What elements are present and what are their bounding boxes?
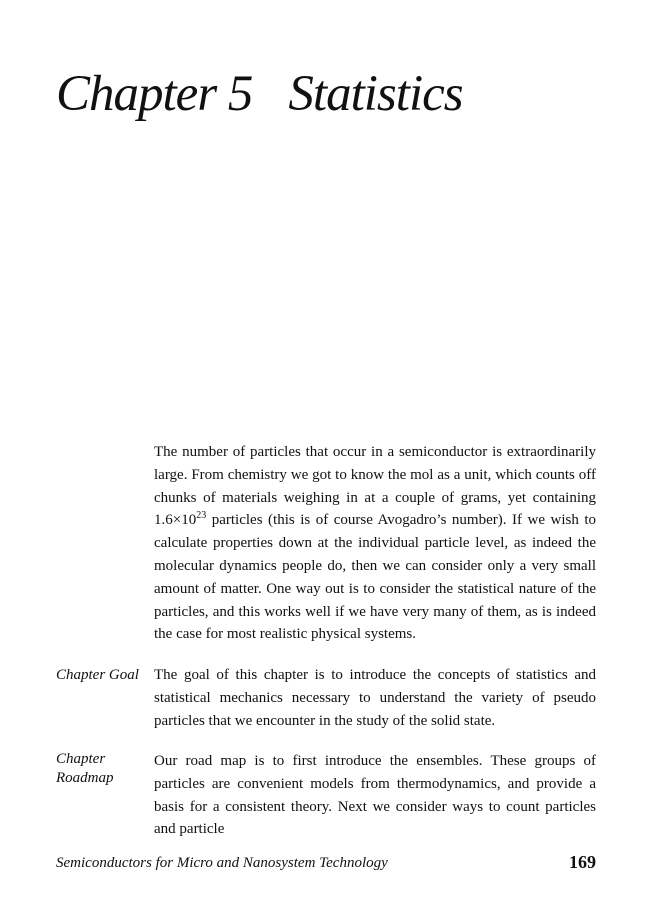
margin-note-chapter-goal: Chapter Goal <box>56 667 139 683</box>
footer-page-number: 169 <box>569 852 596 872</box>
chapter-name: Statistics <box>288 66 463 122</box>
intro-text-end: particles (this is of course Avogadro’s number). If we wish to calculate properties down at the individual particle level, as indeed the molecular dynamics people do, then we can consider only a very small amount of matter. One way out is to consider the statistical nature of the particles, and this works well if we have very many of them, as is indeed the case for most realistic physical systems. <box>154 512 596 643</box>
intro-paragraph <box>154 441 596 646</box>
avogadro-exponent: 23 <box>196 510 207 522</box>
intro-text-start: The number of particles that occur in a semiconductor is extraordinarily large. From chemistry we got to know the mol as a unit, which counts off chunks of materials weighing in at a couple of grams, yet containing 1.6×10 <box>154 444 596 529</box>
roadmap-label-line1: Chapter <box>56 751 106 767</box>
margin-note-chapter-roadmap <box>56 750 150 788</box>
footer-book-title: Semiconductors for Micro and Nanosystem Technology <box>56 855 388 871</box>
chapter-number: Chapter 5 <box>56 66 253 122</box>
roadmap-paragraph: Our road map is to first introduce the ensembles. These groups of particles are convenient models from thermodynamics, and provide a basis for a consistent theory. Next we consider ways to count particles and particle <box>154 753 596 838</box>
goal-paragraph: The goal of this chapter is to introduce the concepts of statistics and statistical mechanics necessary to understand the variety of pseudo particles that we encounter in the study of the solid state. <box>154 667 596 729</box>
chapter-title <box>56 64 463 124</box>
roadmap-label-line2: Roadmap <box>56 770 114 786</box>
